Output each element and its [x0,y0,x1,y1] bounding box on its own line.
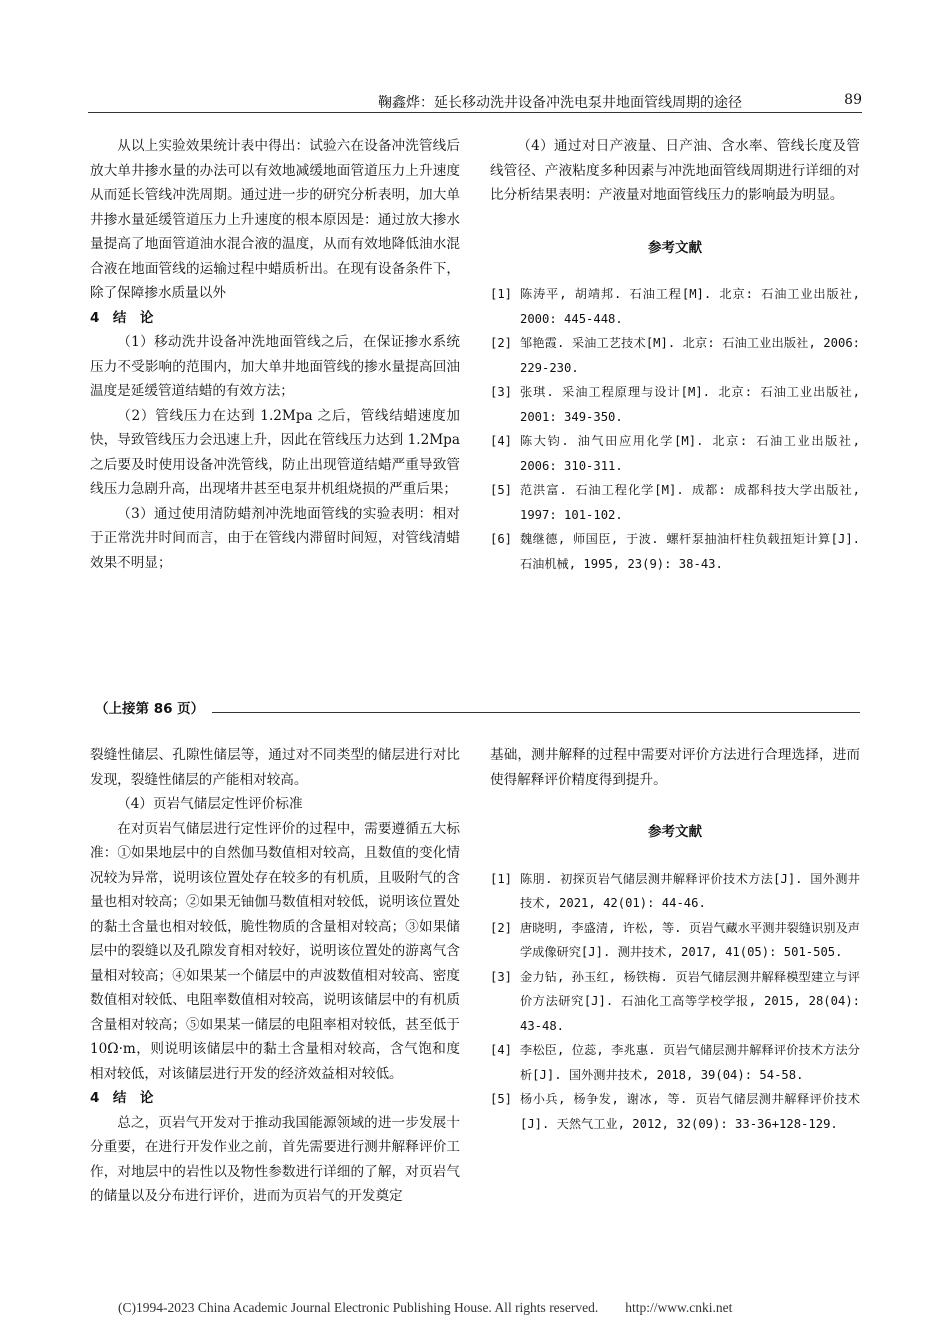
references-title: 参考文献 [648,239,702,256]
running-header [88,90,862,113]
paragraph: 裂缝性储层、孔隙性储层等，通过对不同类型的储层进行对比发现，裂缝性储层的产能相对较高。 [90,747,460,788]
reference-list [490,282,860,576]
copyright-footer: (C)1994-2023 China Academic Journal Electronic Publishing House. All rights reserved. http://www.cnki.net [118,1300,733,1315]
section-heading: 4 结 论 [90,1090,154,1106]
reference-item: [3] 张琪. 采油工程原理与设计[M]. 北京: 石油工业出版社, 2001: 349-350. [490,385,860,424]
reference-item: [2] 唐晓明, 李盛清, 许松, 等. 页岩气藏水平测井裂缝识别及声学成像研究[J]. 测井技术, 2017, 41(05): 501-505. [490,920,860,959]
subheading: （4）页岩气储层定性评价标准 [117,796,303,812]
paragraph: 在对页岩气储层进行定性评价的过程中，需要遵循五大标准：①如果地层中的自然伽马数值相对较高，且数值的变化情况较为异常，说明该位置处存在较多的有机质，且吸附气的含量也相对较高；②如果无铀伽马数值相对较低，说明该位置处的黏土含量也相对较低，脆性物质的含量相对较高；③如果储层中的裂缝以及孔隙发育相对较好，说明该位置处的游离气含量相对较高；④如果某一个储层中的声波数值相对较高、密度数值相对较低、电阻率数值相对较高，说明该储层中的有机质含量相对较高；⑤如果某一储层的电阻率相对较低，甚至低于 10Ω·m，则说明该储层中的黏土含量相对较高，含气饱和度相对较低，对该储层进行开发的经济效益相对较低。 [90,820,460,1082]
divider [203,712,860,713]
reference-item: [2] 邹艳霞. 采油工艺技术[M]. 北京: 石油工业出版社, 2006: 229-230. [490,336,860,375]
paragraph: 从以上实验效果统计表中得出：试验六在设备冲洗管线后放大单井掺水量的办法可以有效地减缓地面管道压力上升速度从而延长管线冲洗周期。通过进一步的研究分析表明，加大单井掺水量延缓管道压力上升速度的根本原因是：通过放大掺水量提高了地面管道油水混合液的温度，从而有效地降低油水混合液在地面管线的运输过程中蜡质析出。在现有设备条件下，除了保障掺水质量以外 [90,138,460,301]
bottom-left-column [90,743,460,1209]
reference-item: [5] 范洪富. 石油工程化学[M]. 成都: 成都科技大学出版社, 1997: 101-102. [490,483,860,522]
references-title: 参考文献 [648,824,702,840]
continued-label: （上接第 86 页） [95,697,212,717]
header-title: 鞠鑫烨：延长移动洗井设备冲洗电泵井地面管线周期的途径 [378,95,742,111]
continued-from [95,697,860,717]
reference-item: [3] 金力钻, 孙玉红, 杨铁梅. 页岩气储层测井解释模型建立与评价方法研究[J]. 石油化工高等学校学报, 2015, 28(04): 43-48. [490,969,860,1033]
top-left-column [90,134,460,575]
reference-item: [4] 李松臣, 位蕊, 李兆惠. 页岩气储层测井解释评价技术方法分析[J]. 国外测井技术, 2018, 39(04): 54-58. [490,1043,860,1082]
conclusion-2: （2）管线压力在达到 1.2Mpa 之后，管线结蜡速度加快，导致管线压力会迅速上升，因此在管线压力达到 1.2Mpa 之后要及时使用设备冲洗管线，防止出现管道结蜡严重导致管线压力急剧升高，出现堵井甚至电泵井机组烧损的严重后果； [90,407,460,497]
paragraph: 总之，页岩气开发对于推动我国能源领域的进一步发展十分重要，在进行开发作业之前，首先需要进行测井解释评价工作，对地层中的岩性以及物性参数进行详细的了解，对页岩气的储量以及分布进行评价，进而为页岩气的开发奠定 [90,1114,460,1204]
section-heading: 4 结 论 [90,309,154,326]
conclusion-3: （3）通过使用清防蜡剂冲洗地面管线的实验表明：相对于正常洗井时间而言，由于在管线内滞留时间短，对管线清蜡效果不明显； [90,505,460,571]
bottom-right-column [490,743,860,1136]
reference-item: [1] 陈涛平, 胡靖邦. 石油工程[M]. 北京: 石油工业出版社, 2000: 445-448. [490,287,860,326]
conclusion-1: （1）移动洗井设备冲洗地面管线之后，在保证掺水系统压力不受影响的范围内，加大单井地面管线的掺水量提高回油温度是延缓管道结蜡的有效方法； [90,334,460,399]
conclusion-4: （4）通过对日产液量、日产油、含水率、管线长度及管线管径、产液粘度多种因素与冲洗地面管线周期进行详细的对比分析结果表明：产液量对地面管线压力的影响最为明显。 [490,138,860,203]
page-number: 89 [844,92,862,108]
paragraph: 基础，测井解释的过程中需要对评价方法进行合理选择，进而使得解释评价精度得到提升。 [490,747,860,788]
top-right-column [490,134,860,576]
reference-item: [6] 魏继德, 师国臣, 于波. 螺杆泵抽油杆柱负载扭矩计算[J]. 石油机械, 1995, 23(9): 38-43. [490,532,860,571]
reference-item: [4] 陈大钧. 油气田应用化学[M]. 北京: 石油工业出版社, 2006: 310-311. [490,434,860,473]
reference-list [490,867,860,1137]
reference-item: [1] 陈朋. 初探页岩气储层测井解释评价技术方法[J]. 国外测井技术, 2021, 42(01): 44-46. [490,871,860,910]
reference-item: [5] 杨小兵, 杨争发, 谢冰, 等. 页岩气储层测井解释评价技术[J]. 天然气工业, 2012, 32(09): 33-36+128-129. [490,1092,860,1131]
